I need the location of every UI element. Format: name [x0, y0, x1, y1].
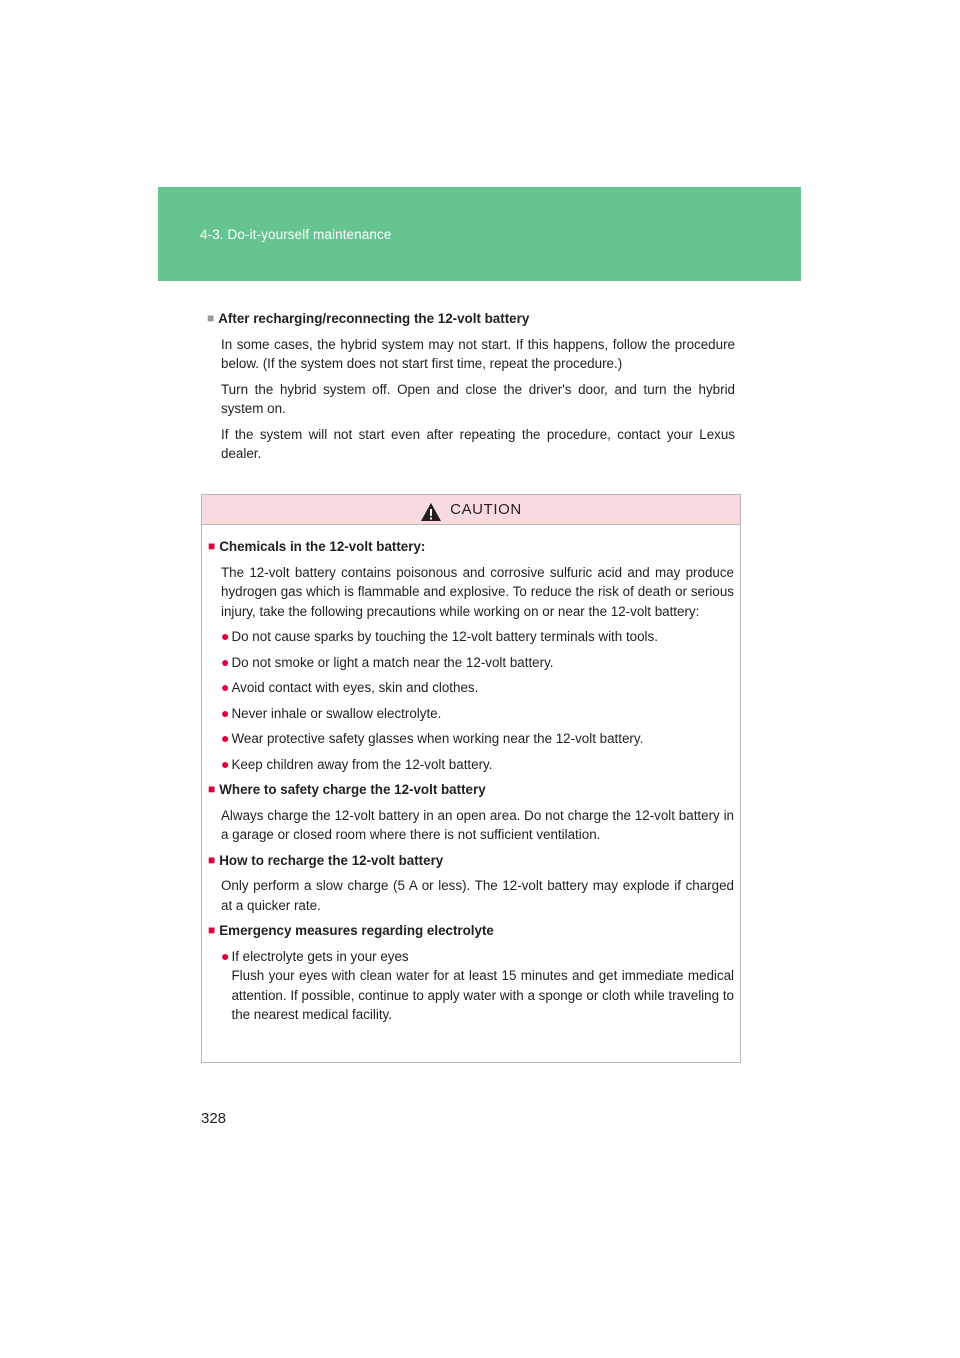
list-item: [221, 729, 734, 749]
heading-text: Chemicals in the 12-volt battery:: [219, 539, 426, 554]
caution-section-heading: [208, 780, 734, 800]
warning-triangle-icon: [420, 502, 442, 522]
caution-paragraph: The 12-volt battery contains poisonous and corrosive sulfuric acid and may produce hydrogen gas which is flammable and explosive. To reduce the risk of death or serious injury, take the following precautions while working on or near the 12-volt battery:: [221, 564, 734, 619]
page-number: 328: [201, 1110, 227, 1127]
square-bullet-icon: ■: [208, 852, 216, 867]
square-bullet-icon: ■: [207, 311, 215, 325]
intro-heading-text: After recharging/reconnecting the 12-volt battery: [218, 311, 530, 326]
caution-body: [202, 525, 740, 1025]
heading-text: Where to safety charge the 12-volt battery: [219, 782, 486, 797]
caution-header: [202, 495, 740, 525]
intro-heading: [207, 309, 735, 329]
square-bullet-icon: ■: [208, 923, 216, 937]
list-item-text: Wear protective safety glasses when working near the 12-volt battery.: [231, 731, 644, 746]
list-item: [221, 678, 734, 698]
heading-text: Emergency measures regarding electrolyte: [219, 923, 494, 938]
caution-label: CAUTION: [450, 501, 522, 518]
bullet-dot-icon: ●: [221, 947, 230, 964]
list-item-text: Do not cause sparks by touching the 12-volt battery terminals with tools.: [231, 629, 658, 644]
list-item-text: Avoid contact with eyes, skin and clothes.: [231, 680, 479, 695]
list-item: [221, 755, 734, 775]
section-header-band: [158, 187, 801, 281]
intro-paragraph: Turn the hybrid system off. Open and close the driver's door, and turn the hybrid system on.: [221, 381, 735, 416]
sub-bullet-title: If electrolyte gets in your eyes: [231, 948, 409, 964]
caution-paragraph: Only perform a slow charge (5 A or less). The 12-volt battery may explode if charged at a quicker rate.: [221, 878, 734, 913]
list-item-text: [231, 947, 734, 1025]
square-bullet-icon: ■: [208, 782, 216, 796]
list-item-text: Never inhale or swallow electrolyte.: [231, 705, 442, 721]
list-item-text: Do not smoke or light a match near the 12-volt battery.: [231, 654, 554, 670]
bullet-dot-icon: ●: [221, 653, 230, 670]
list-item: [221, 947, 734, 1025]
bullet-dot-icon: ●: [221, 755, 230, 772]
caution-paragraph: Always charge the 12-volt battery in an open area. Do not charge the 12-volt battery in a garage or closed room where there is not sufficient ventilation.: [221, 807, 734, 842]
caution-section-heading: [208, 851, 734, 871]
section-title: 4-3. Do-it-yourself maintenance: [200, 227, 392, 242]
sub-bullet-text: Flush your eyes with clean water for at least 15 minutes and get immediate medical attention. If possible, continue to apply water with a sponge or cloth while traveling to the nearest medical facility.: [231, 968, 734, 1022]
caution-section-heading: [208, 537, 734, 557]
caution-section-heading: [208, 921, 734, 941]
bullet-dot-icon: ●: [221, 628, 230, 644]
list-item: [221, 653, 734, 673]
list-item: [221, 704, 734, 724]
heading-text: How to recharge the 12-volt battery: [219, 852, 444, 868]
bullet-dot-icon: ●: [221, 704, 230, 721]
intro-section: [207, 309, 735, 464]
caution-box: [201, 494, 741, 1063]
list-item: [221, 627, 734, 647]
square-bullet-icon: ■: [208, 539, 216, 553]
intro-paragraph: In some cases, the hybrid system may not start. If this happens, follow the procedure below. (If the system does not start first time, repeat the procedure.): [221, 336, 735, 371]
intro-paragraph: If the system will not start even after repeating the procedure, contact your Lexus dealer.: [221, 426, 735, 461]
bullet-dot-icon: ●: [221, 730, 230, 746]
list-item-text: Keep children away from the 12-volt battery.: [231, 756, 493, 772]
bullet-dot-icon: ●: [221, 679, 230, 695]
